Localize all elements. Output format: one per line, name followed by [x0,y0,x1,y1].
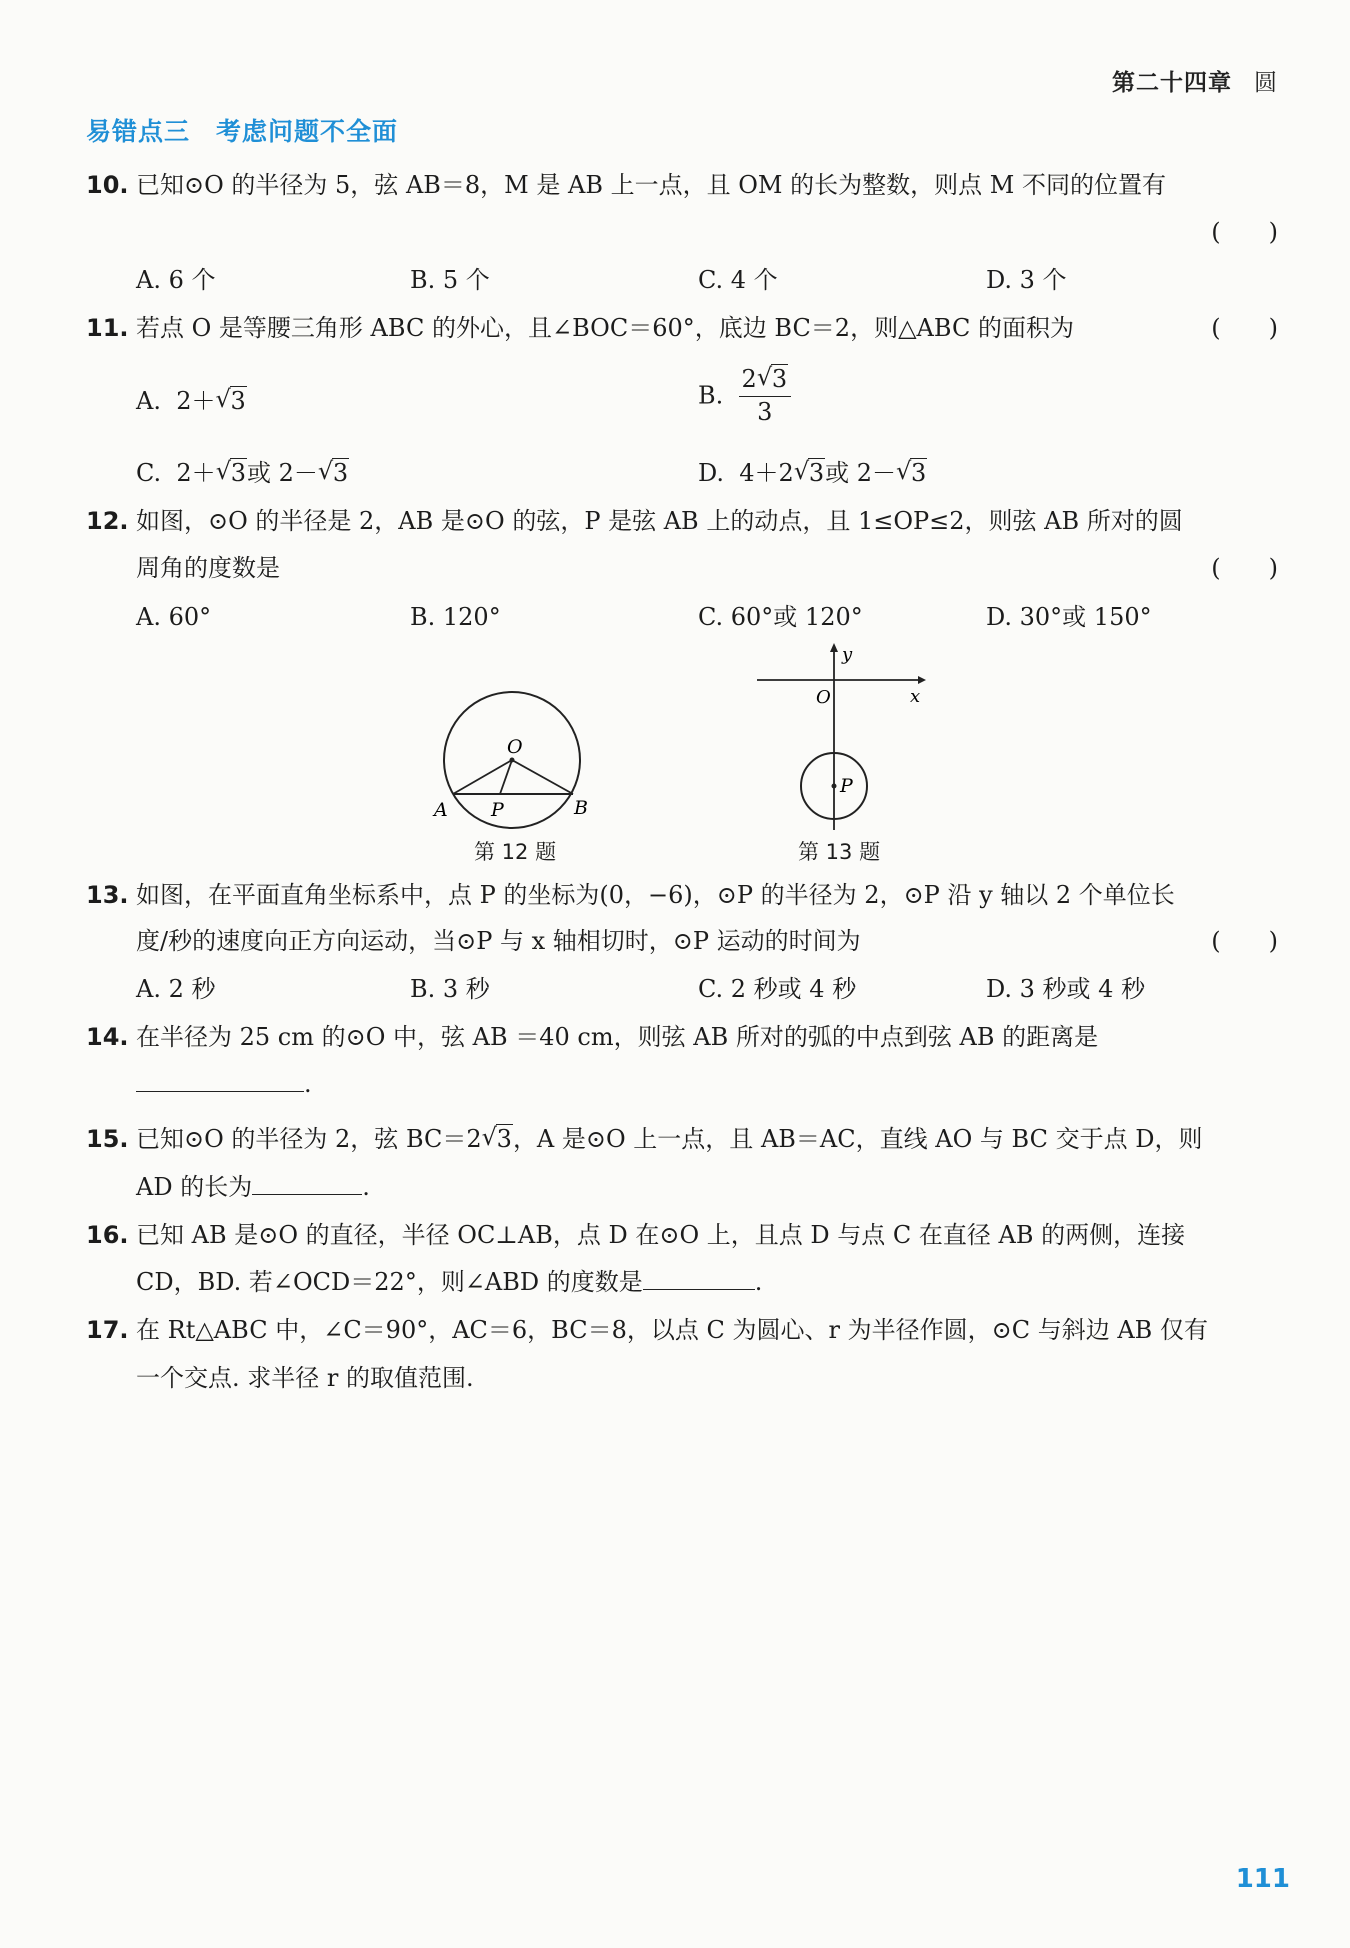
option-b: B. 3 秒 [410,975,490,1003]
option-a [136,384,247,418]
question-15-line-2: AD 的长为 . [86,1170,1278,1204]
option-label: C. [136,459,162,487]
option-c: C. 4 个 [698,266,778,294]
question-number: 13. [86,881,129,909]
label-x: x [910,686,921,707]
label-a: A [434,799,448,821]
question-text: 一个交点. 求半径 r 的取值范围. [136,1364,474,1392]
chapter-header [1112,64,1278,97]
sqrt-symbol: √ 3 [757,364,788,394]
question-15 [86,1122,1278,1156]
question-14 [86,1020,1278,1054]
sqrt-symbol: √ 3 [896,456,927,490]
option-b: B. 5 个 [410,266,490,294]
page-number: 111 [1235,1864,1290,1894]
sqrt-symbol: √ 3 [794,456,825,490]
question-number: 15. [86,1125,129,1153]
question-text: CD，BD. 若∠OCD＝22°，则∠ABD 的度数是 [136,1268,643,1296]
question-text: 已知 AB 是⊙O 的直径，半径 OC⊥AB，点 D 在⊙O 上，且点 D 与点 C 在直径 AB 的两侧，连接 [136,1221,1186,1249]
option-label: B. [698,381,724,410]
option-d: D. 3 秒或 4 秒 [986,975,1146,1003]
question-16-line-2: CD，BD. 若∠OCD＝22°，则∠ABD 的度数是 . [86,1265,1278,1299]
question-number: 16. [86,1221,129,1249]
answer-blank[interactable] [252,1170,362,1195]
option-b [698,364,791,427]
section-heading: 考虑问题不全面 [216,117,399,146]
y-axis-arrow-icon [830,643,838,652]
sqrt-symbol: √ 3 [318,456,349,490]
question-number: 17. [86,1316,129,1344]
label-p: P [491,799,504,821]
question-number: 10. [86,171,129,199]
question-number: 14. [86,1023,129,1051]
option-c: C. 60°或 120° [698,603,863,631]
option-d: D. 3 个 [986,266,1067,294]
option-d: D. 4＋2√ 3或 2－√ 3 [698,456,927,490]
label-y: y [842,644,853,665]
question-10 [86,168,1278,202]
question-11 [86,311,1278,345]
label-o: O [507,736,523,758]
question-text: 如图，在平面直角坐标系中，点 P 的坐标为(0，−6)，⊙P 的半径为 2，⊙P 沿 y 轴以 2 个单位长 [136,881,1175,909]
figure-13-coordinate-diagram [750,640,940,830]
option-expr: 2＋ [176,387,216,415]
question-13-line-2 [86,924,1278,958]
question-16 [86,1218,1278,1252]
sqrt-symbol: √ 3 [216,456,247,490]
chapter-name: 圆 [1254,70,1278,96]
question-14-line-2: . [86,1067,1278,1101]
option-a: A. 6 个 [136,266,216,294]
question-text: AD 的长为 [136,1173,253,1201]
sqrt-symbol: √ 3 [216,384,247,418]
answer-bracket: ( ) [1211,314,1278,342]
option-label: D. [698,459,725,487]
section-label: 易错点三 [86,117,191,146]
answer-blank[interactable] [136,1067,304,1092]
label-origin: O [816,687,831,708]
sqrt-symbol: √ 3 [482,1122,513,1156]
fraction: $\frac{2√ 3}{3}$ [739,364,792,427]
option-c: C. 2 秒或 4 秒 [698,975,857,1003]
x-axis-arrow-icon [918,676,926,684]
segment-oa [453,760,512,794]
question-text: 如图，⊙O 的半径是 2，AB 是⊙O 的弦，P 是弦 AB 上的动点，且 1≤OP≤2，则弦 AB 所对的圆 [136,507,1183,535]
center-point-o [510,758,515,763]
figure-13-caption: 第 13 题 [798,840,881,864]
option-b: B. 120° [410,603,501,631]
question-number: 11. [86,314,129,342]
question-text: 已知⊙O 的半径为 5，弦 AB＝8，M 是 AB 上一点，且 OM 的长为整数，则点 M 不同的位置有 [136,171,1166,199]
question-text: 在 Rt△ABC 中，∠C＝90°，AC＝6，BC＝8，以点 C 为圆心、r 为半径作圆，⊙C 与斜边 AB 仅有 [136,1316,1208,1344]
option-d: D. 30°或 150° [986,603,1152,631]
question-17-line-2 [86,1361,1278,1395]
question-text: 在半径为 25 cm 的⊙O 中，弦 AB ＝40 cm，则弦 AB 所对的弧的中点到弦 AB 的距离是 [136,1023,1099,1051]
segment-ob [512,760,573,794]
question-text: 若点 O 是等腰三角形 ABC 的外心，且∠BOC＝60°，底边 BC＝2，则△ABC 的面积为 [136,314,1074,342]
question-text: 周角的度数是 [136,554,280,582]
answer-bracket: ( ) [1211,218,1278,246]
chapter-number: 第二十四章 [1112,70,1232,96]
answer-bracket: ( ) [1211,554,1278,582]
section-title [86,112,398,148]
answer-bracket: ( ) [1211,927,1278,955]
figure-12-circle-diagram [430,690,600,830]
option-c: C. 2＋√ 3或 2－√ 3 [136,456,349,490]
question-text: 已知⊙O 的半径为 2，弦 BC＝2 [136,1125,482,1153]
question-text: ，A 是⊙O 上一点，且 AB＝AC，直线 AO 与 BC 交于点 D，则 [512,1125,1203,1153]
label-p: P [840,775,853,797]
question-12 [86,504,1278,538]
question-12-line-2 [86,551,1278,585]
question-number: 12. [86,507,129,535]
answer-blank[interactable] [643,1265,755,1290]
question-17 [86,1313,1278,1347]
question-13 [86,878,1278,912]
option-a: A. 2 秒 [136,975,216,1003]
question-text: 度/秒的速度向正方向运动，当⊙P 与 x 轴相切时，⊙P 运动的时间为 [136,927,861,955]
center-point-p [832,784,837,789]
option-a: A. 60° [136,603,212,631]
figure-12-caption: 第 12 题 [474,840,557,864]
label-b: B [574,797,588,819]
option-label: A. [136,387,161,415]
